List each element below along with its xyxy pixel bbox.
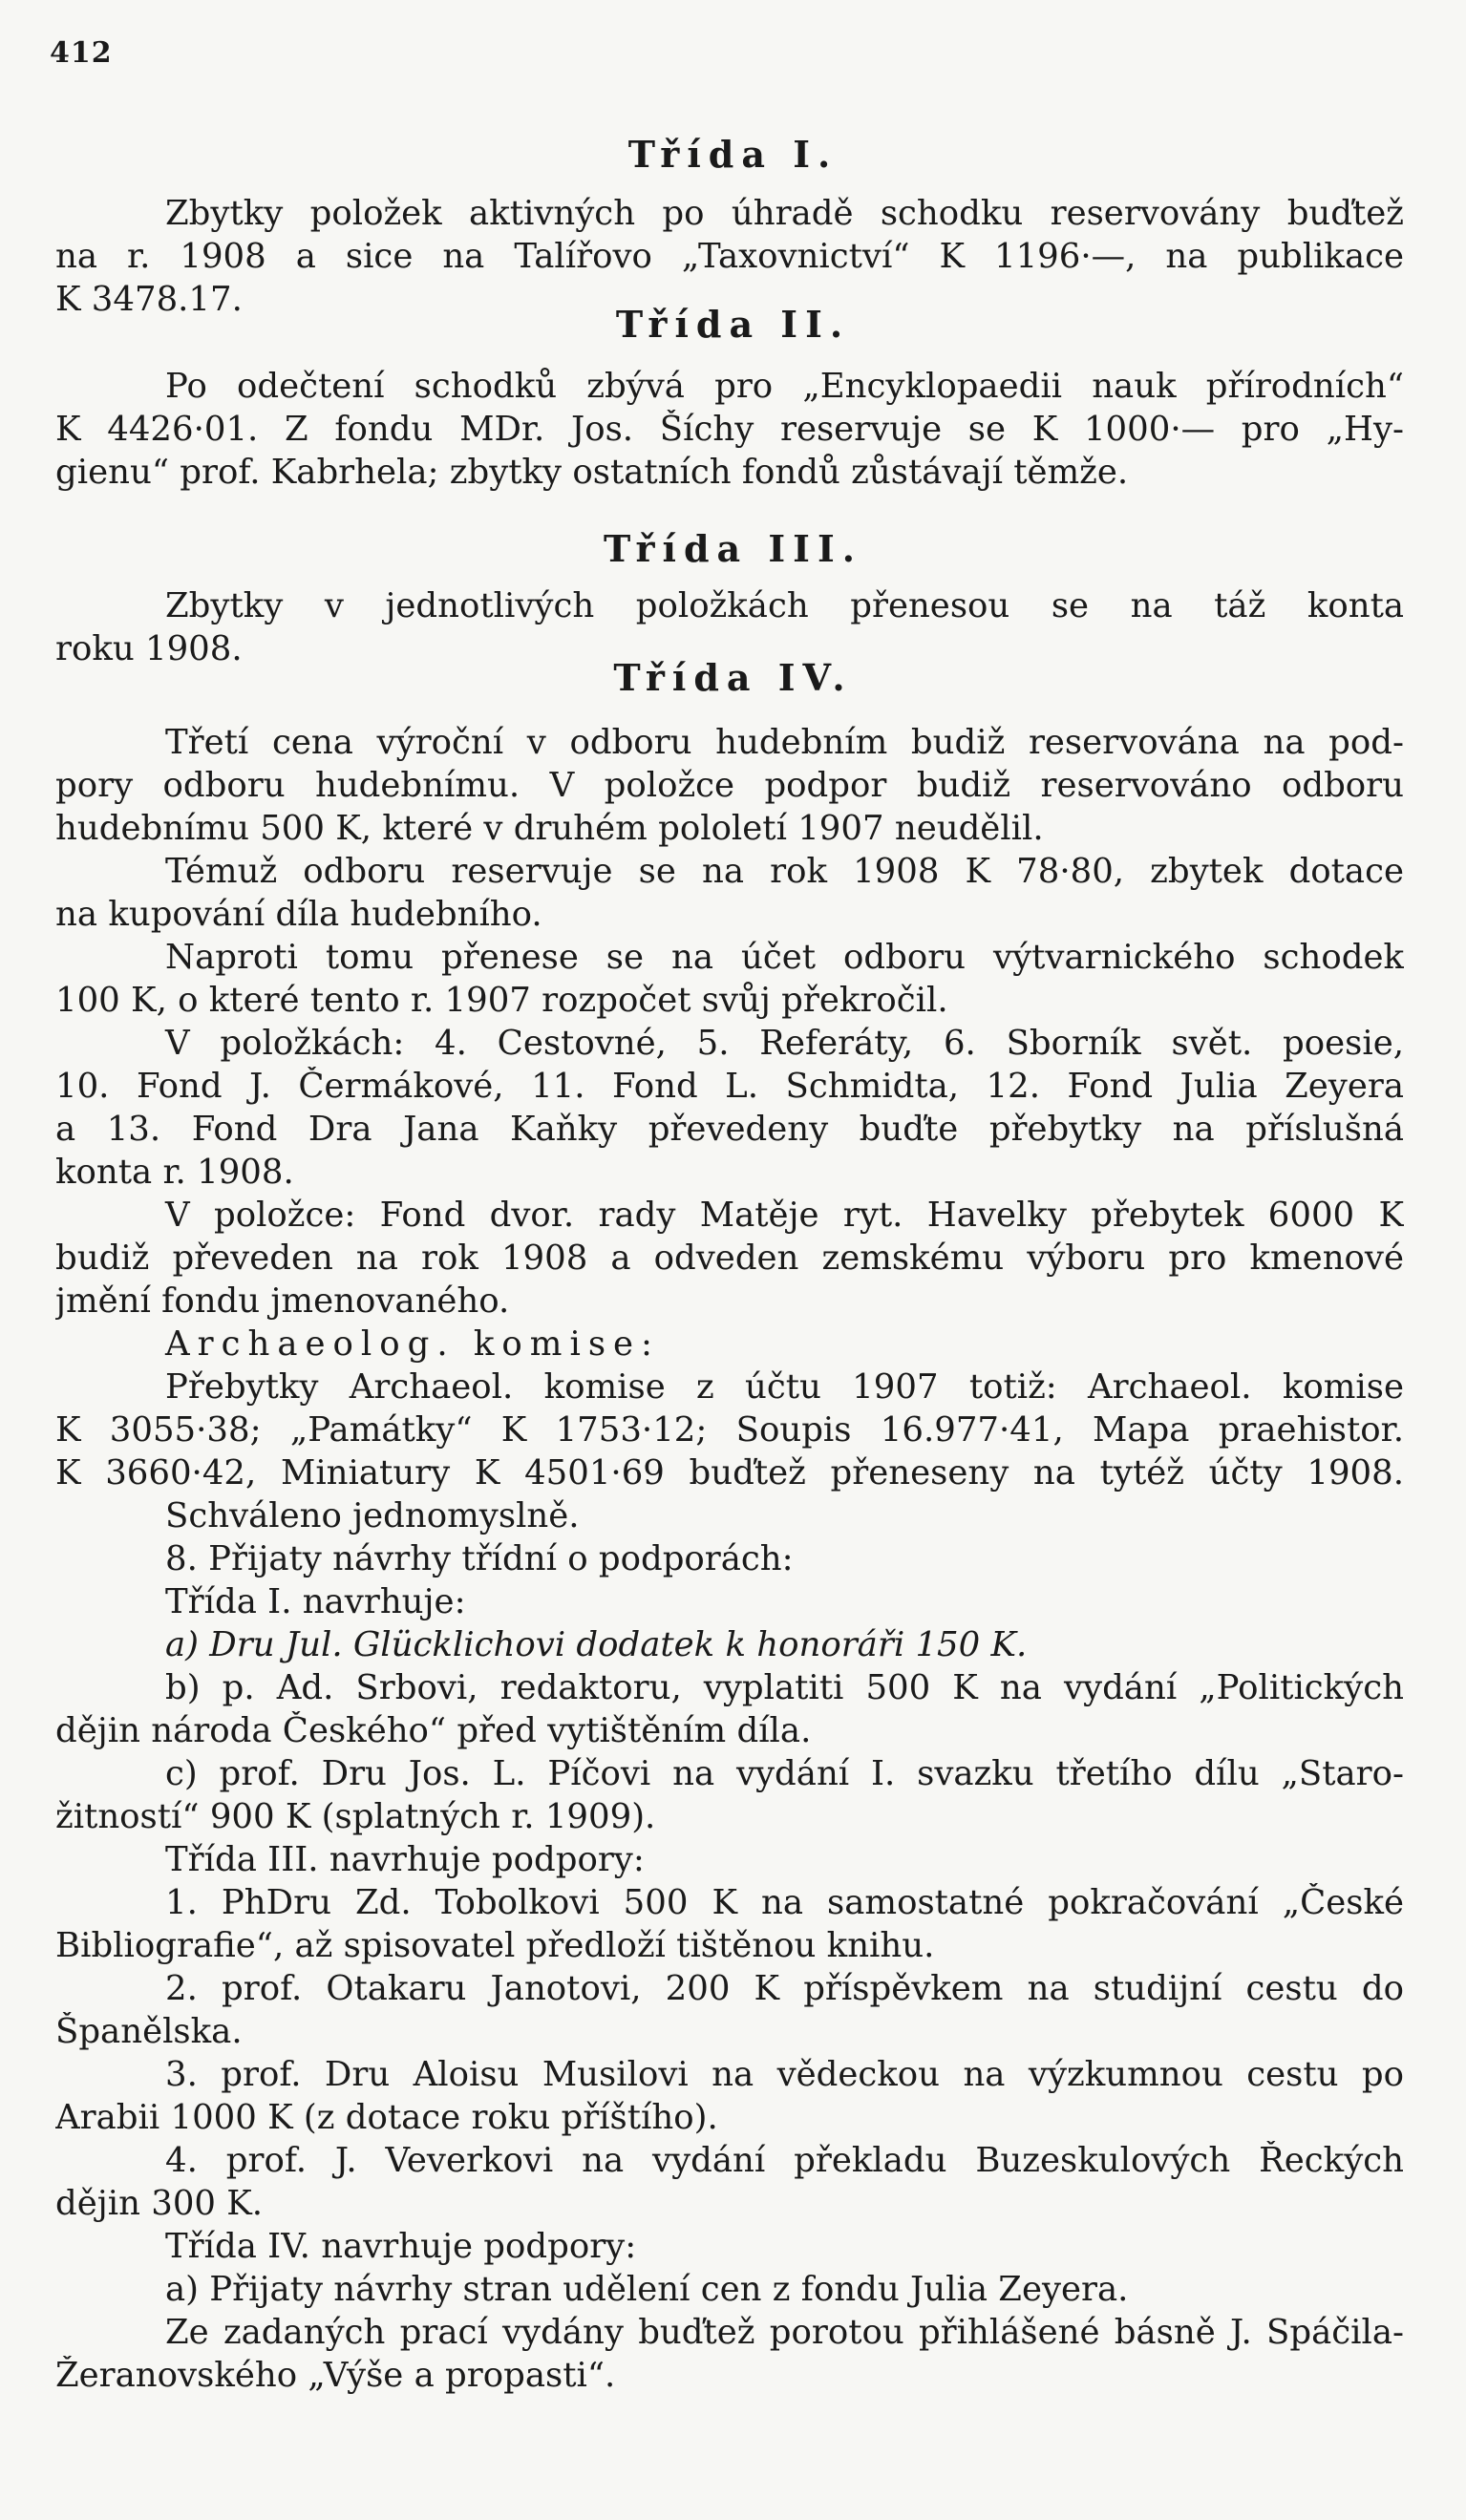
text-line: Po odečtení schodků zbývá pro „Encyklopaedii nauk přírodních“ bbox=[165, 367, 1404, 406]
text-line: na kupování díla hudebního. bbox=[55, 895, 542, 934]
text-line: Arabii 1000 K (z dotace roku příštího). bbox=[55, 2098, 718, 2137]
text-line: b) p. Ad. Srbovi, redaktoru, vyplatiti 500 K na vydání „Politických bbox=[165, 1668, 1404, 1707]
subheading-archaeolog-komise: Archaeolog. komise: bbox=[165, 1324, 661, 1364]
text-line: K 3478.17. bbox=[55, 280, 243, 319]
text-line: Bibliografie“, až spisovatel předloží tištěnou knihu. bbox=[55, 1926, 935, 1965]
text-line: na r. 1908 a sice na Talířovo „Taxovnictví“ K 1196·—, na publikace bbox=[55, 237, 1404, 276]
text-line: konta r. 1908. bbox=[55, 1153, 294, 1192]
text-line: jmění fondu jmenovaného. bbox=[55, 1281, 510, 1321]
text-line: 2. prof. Otakaru Janotovi, 200 K příspěvkem na studijní cestu do bbox=[165, 1969, 1404, 2008]
text-line: V položce: Fond dvor. rady Matěje ryt. Havelky přebytek 6000 K bbox=[165, 1196, 1404, 1235]
text-line: Naproti tomu přenese se na účet odboru výtvarnického schodek bbox=[165, 938, 1404, 977]
text-line: Žeranovského „Výše a propasti“. bbox=[55, 2356, 616, 2395]
text-line: pory odboru hudebnímu. V položce podpor budiž reservováno odboru bbox=[55, 766, 1404, 805]
text-line: K 4426·01. Z fondu MDr. Jos. Šíchy reservuje se K 1000·— pro „Hy- bbox=[55, 410, 1404, 449]
text-line: Třetí cena výroční v odboru hudebním budiž reservována na pod- bbox=[165, 723, 1404, 762]
text-line: budiž převeden na rok 1908 a odveden zemskému výboru pro kmenové bbox=[55, 1239, 1404, 1278]
text-line bbox=[55, 1625, 1404, 1665]
text-line: Třída III. navrhuje podpory: bbox=[165, 1840, 645, 1879]
text-line: Zbytky v jednotlivých položkách přenesou se na táž konta bbox=[165, 586, 1404, 625]
text-line: 4. prof. J. Veverkovi na vydání překladu Buzeskulových Řeckých bbox=[165, 2141, 1404, 2180]
text-line: žitností“ 900 K (splatných r. 1909). bbox=[55, 1797, 656, 1836]
text-line: Témuž odboru reservuje se na rok 1908 K 78·80, zbytek dotace bbox=[165, 852, 1404, 891]
text-line: Ze zadaných prací vydány buďtež porotou přihlášené básně J. Spáčila- bbox=[165, 2313, 1404, 2352]
text-line: Třída I. navrhuje: bbox=[165, 1582, 466, 1621]
text-line: 3. prof. Dru Aloisu Musilovi na vědeckou na výzkumnou cestu po bbox=[165, 2055, 1404, 2094]
text-line: K 3055·38; „Památky“ K 1753·12; Soupis 16.977·41, Mapa praehistor. bbox=[55, 1410, 1404, 1450]
text-line: V položkách: 4. Cestovné, 5. Referáty, 6. Sborník svět. poesie, bbox=[165, 1024, 1404, 1063]
text-line: hudebnímu 500 K, které v druhém pololetí 1907 neudělil. bbox=[55, 809, 1044, 848]
text-line: Španělska. bbox=[55, 2012, 243, 2051]
text-line: 8. Přijaty návrhy třídní o podporách: bbox=[165, 1539, 794, 1578]
section-heading-4: Třída IV. bbox=[613, 656, 853, 699]
text-line: roku 1908. bbox=[55, 629, 243, 668]
text-line: Zbytky položek aktivných po úhradě schodku reservovány buďtež bbox=[165, 194, 1404, 233]
text-line: Třída IV. navrhuje podpory: bbox=[165, 2227, 637, 2266]
text-line: a 13. Fond Dra Jana Kaňky převedeny buďte přebytky na příslušná bbox=[55, 1110, 1404, 1149]
text-line: dějin 300 K. bbox=[55, 2184, 264, 2223]
text-line: Schváleno jednomyslně. bbox=[165, 1496, 580, 1535]
text-line: 10. Fond J. Čermákové, 11. Fond L. Schmidta, 12. Fond Julia Zeyera bbox=[55, 1067, 1404, 1106]
text-line: dějin národa Českého“ před vytištěním díla. bbox=[55, 1711, 812, 1750]
section-heading-2: Třída II. bbox=[615, 303, 851, 346]
page-number: 412 bbox=[50, 36, 113, 70]
text-line: c) prof. Dru Jos. L. Píčovi na vydání I. svazku třetího dílu „Staro- bbox=[165, 1754, 1404, 1793]
section-heading-3: Třída III. bbox=[604, 527, 862, 570]
italic-line: a) Dru Jul. Glücklichovi dodatek k honoráři 150 K. bbox=[165, 1625, 1028, 1664]
text-line: K 3660·42, Miniatury K 4501·69 buďtež přeneseny na tytéž účty 1908. bbox=[55, 1453, 1404, 1493]
text-line: 100 K, o které tento r. 1907 rozpočet svůj překročil. bbox=[55, 981, 948, 1020]
text-line: 1. PhDru Zd. Tobolkovi 500 K na samostatné pokračování „České bbox=[165, 1883, 1404, 1922]
section-heading-1: Třída I. bbox=[627, 133, 839, 176]
text-line: a) Přijaty návrhy stran udělení cen z fondu Julia Zeyera. bbox=[165, 2270, 1129, 2309]
text-line: gienu“ prof. Kabrhela; zbytky ostatních fondů zůstávají těmže. bbox=[55, 453, 1129, 492]
text-line: Přebytky Archaeol. komise z účtu 1907 totiž: Archaeol. komise bbox=[165, 1367, 1404, 1407]
